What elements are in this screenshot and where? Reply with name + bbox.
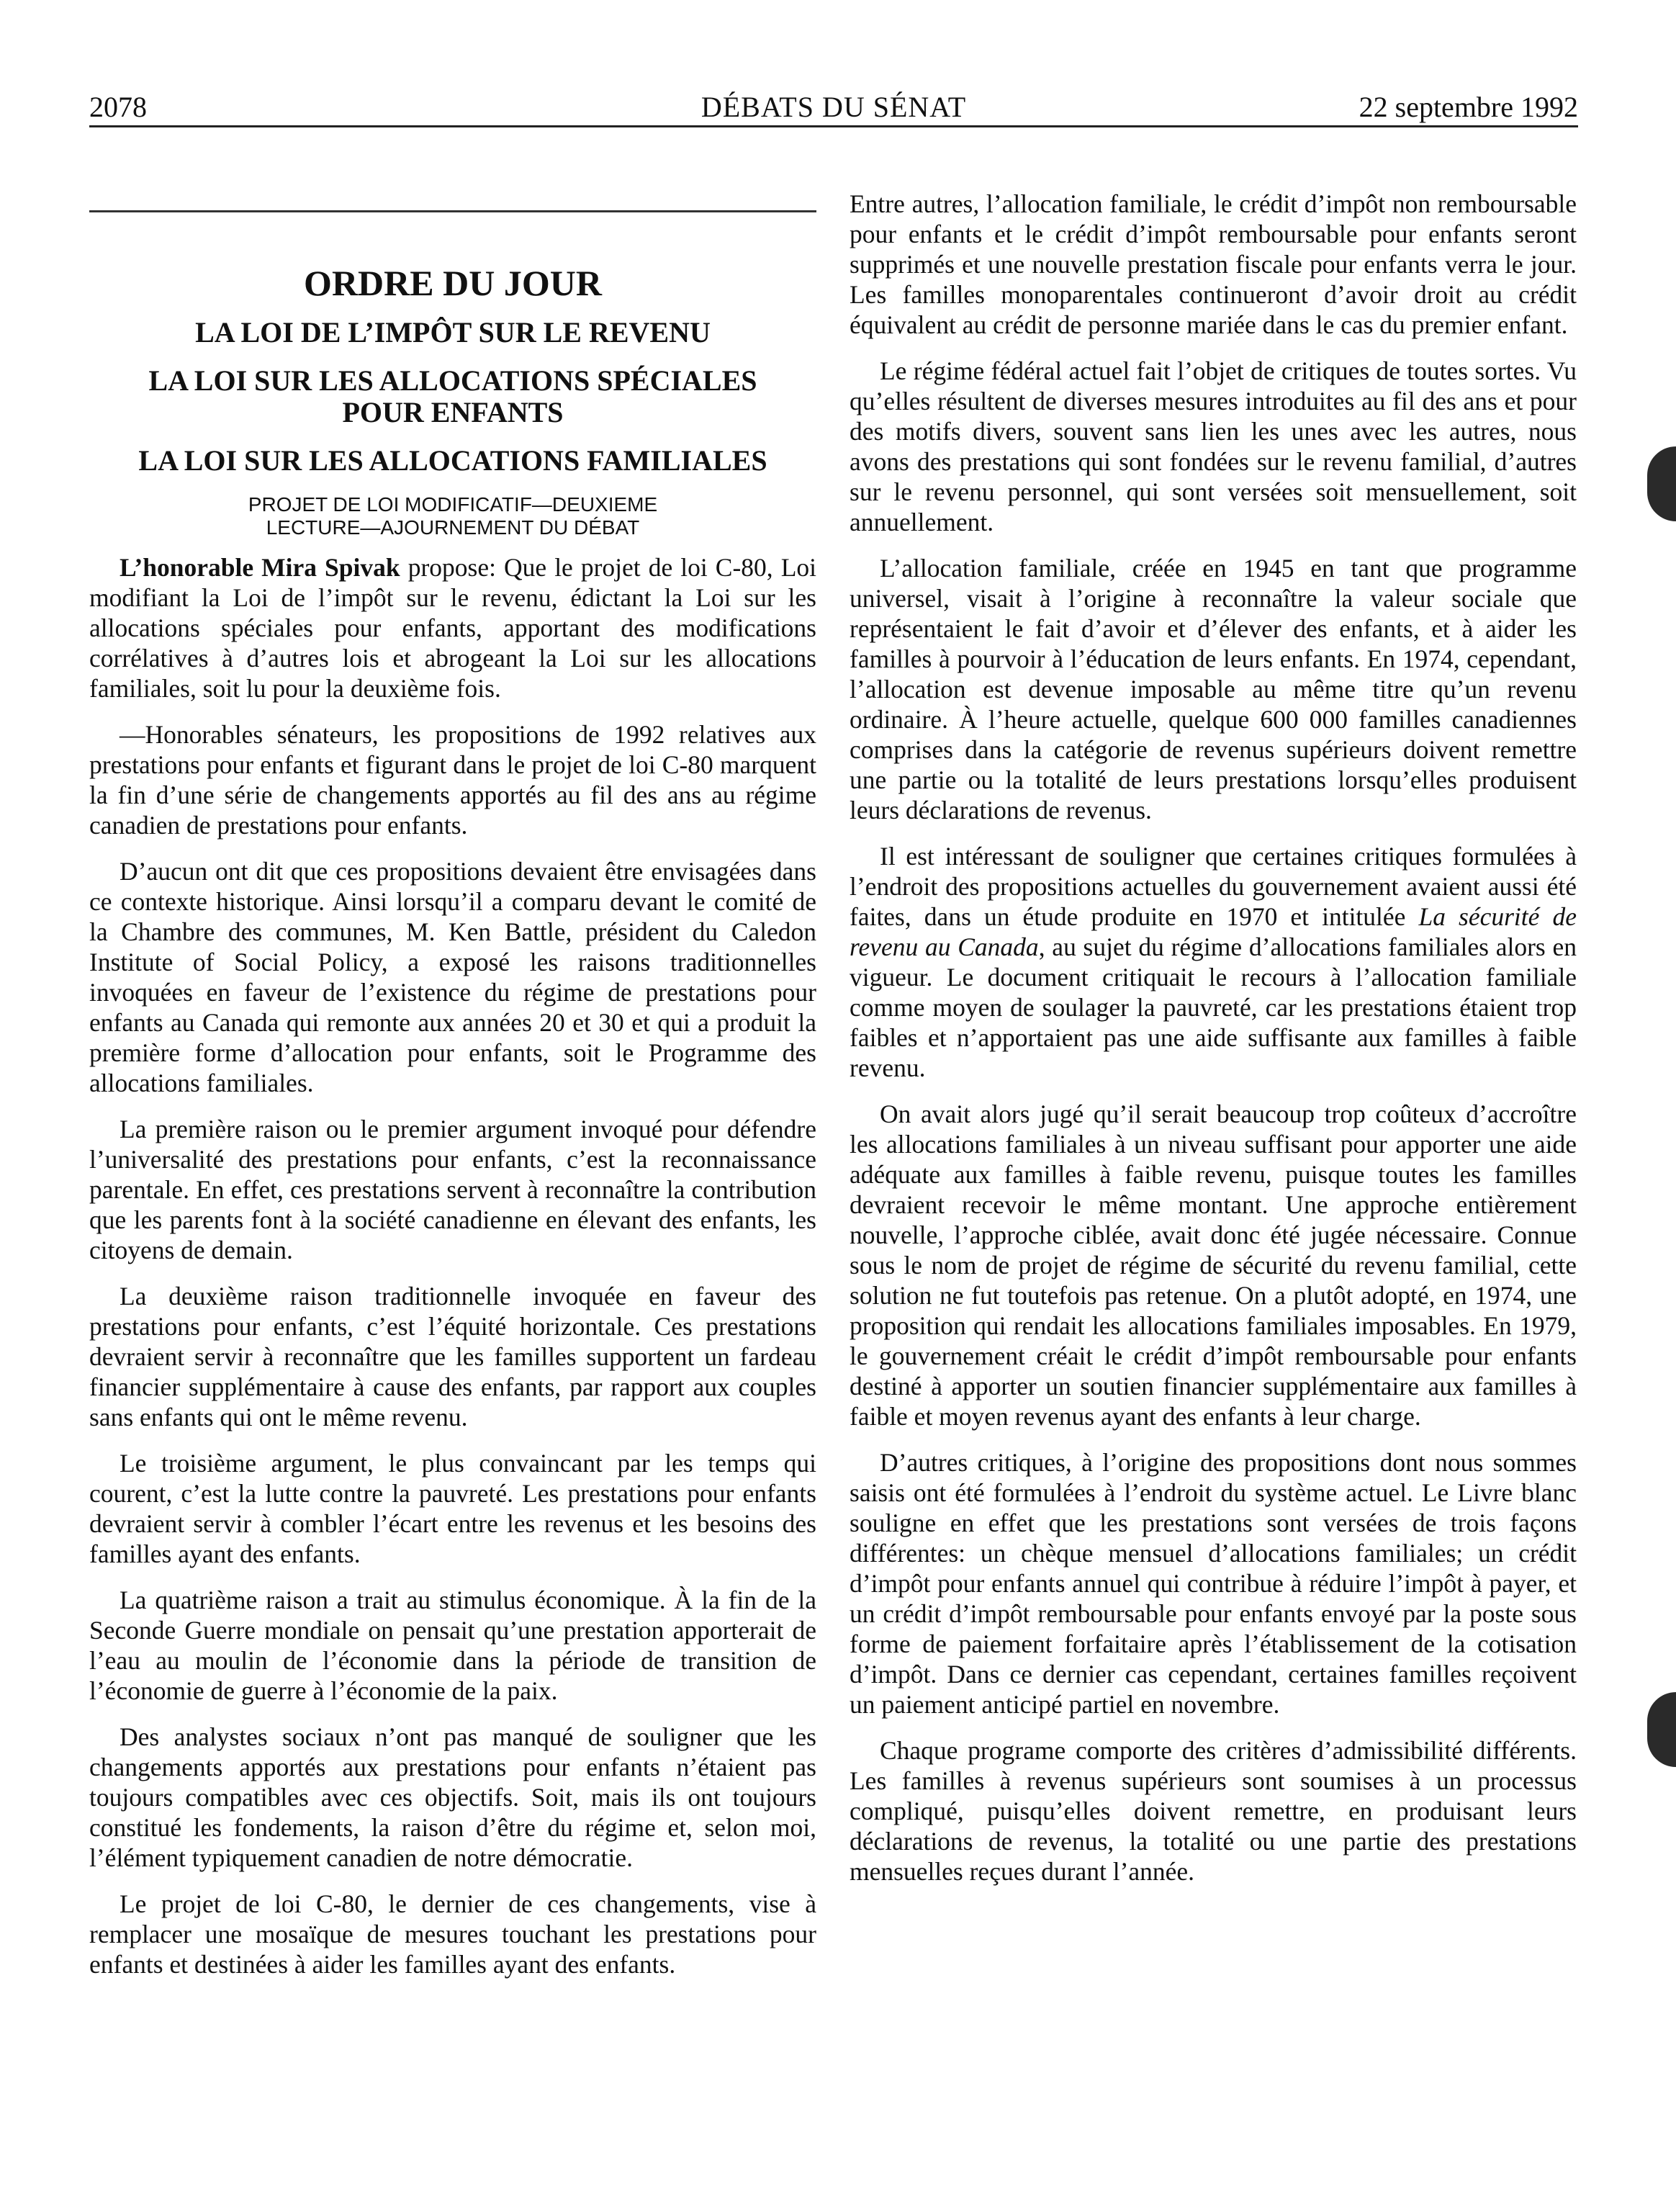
document-title: La sécurité de revenu au Canada bbox=[850, 902, 1577, 961]
binder-tab-mark bbox=[1647, 1692, 1676, 1767]
binder-tab-mark bbox=[1647, 446, 1676, 521]
paragraph: La deuxième raison traditionnelle invoquée en faveur des prestations pour enfants, c’est l’équité horizontale. Ces prestations devraient servir à reconnaître que les familles supportent un fardeau financier supplémentaire à cause des enfants, par rapport aux couples sans enfants qui ont le même revenu. bbox=[89, 1282, 816, 1431]
paragraph: Le troisième argument, le plus convaincant par les temps qui courent, c’est la lutte contre la pauvreté. Les prestations pour enfants devraient servir à combler l’écart entre les revenus et les besoins des familles ayant des enfants. bbox=[89, 1449, 816, 1568]
paragraph: Le régime fédéral actuel fait l’objet de critiques de toutes sortes. Vu qu’elles résultent de diverses mesures introduites au fil des ans et pour des motifs divers, souvent sans lien les unes avec les autres, nous avons des prestations qui sont fondées sur le revenu familial, d’autres sur le revenu personnel, qui sont versées soit mensuellement, soit annuellement. bbox=[850, 356, 1577, 536]
page-header bbox=[89, 89, 1578, 127]
right-column bbox=[850, 189, 1577, 1902]
subheading-line1: PROJET DE LOI MODIFICATIF—DEUXIEME bbox=[248, 493, 658, 516]
paragraph: La quatrième raison a trait au stimulus économique. À la fin de la Seconde Guerre mondiale on pensait qu’une prestation apporterait de l’eau au moulin de l’économie dans la période de transition de l’économie de guerre à l’économie de la paix. bbox=[89, 1586, 816, 1705]
heading-special-allowances-line1: LA LOI SUR LES ALLOCATIONS SPÉCIALES bbox=[148, 364, 757, 397]
section-rule bbox=[89, 210, 816, 212]
paragraph: Chaque programe comporte des critères d’admissibilité différents. Les familles à revenus supérieurs sont soumises à un processus compliqué, puisqu’elles doivent remettre, en produisant leurs déclarations de revenus, la totalité ou une partie des prestations mensuelles reçues durant l’année. bbox=[850, 1736, 1577, 1886]
paragraph: Des analystes sociaux n’ont pas manqué de souligner que les changements apportés aux prestations pour enfants n’étaient pas toujours compatibles avec ces objectifs. Soit, mais ils ont toujours constitué les fondements, la raison d’être du régime et, selon moi, l’élément typiquement canadien de notre démocratie. bbox=[89, 1722, 816, 1872]
paragraph-text: propose: Que le projet de loi C-80, Loi modifiant la Loi de l’impôt sur le revenu, édictant la Loi sur les allocations spéciales pour enfants, apportant des modifications corrélatives à d’autres lois et abrogeant la Loi sur les allocations familiales, soit lu pour la deuxième fois. bbox=[89, 553, 816, 703]
subheading-bill-stage bbox=[89, 493, 816, 539]
paragraph: D’autres critiques, à l’origine des propositions dont nous sommes saisis ont été formulées à l’endroit du système actuel. Le Livre blanc souligne en effet que les prestations sont versées de trois façons différentes: un chèque mensuel d’allocations familiales; un crédit d’impôt pour enfants annuel qui contribue à réduire l’impôt à payer, et un crédit d’impôt remboursable pour enfants envoyé par la poste sous forme de paiement forfaitaire après l’établissement de la cotisation d’impôt. Dans ce dernier cas cependant, certaines familles reçoivent un paiement anticipé partiel en novembre. bbox=[850, 1448, 1577, 1719]
paragraph: La première raison ou le premier argument invoqué pour défendre l’universalité des prestations pour enfants, c’est la reconnaissance parentale. En effet, ces prestations servent à reconnaître la contribution que les parents font à la société canadienne en élevant des enfants, les citoyens de demain. bbox=[89, 1115, 816, 1264]
subheading-line2: LECTURE—AJOURNEMENT DU DÉBAT bbox=[266, 516, 640, 539]
paragraph: On avait alors jugé qu’il serait beaucoup trop coûteux d’accroître les allocations familiales à un niveau suffisant pour apporter une aide adéquate aux familles à faible revenu, puisque toutes les familles devraient recevoir le même montant. Une approche entièrement nouvelle, l’approche ciblée, avait donc été jugée nécessaire. Connue sous le nom de projet de régime de sécurité du revenu familial, cette solution ne fut toutefois pas retenue. On a plutôt adopté, en 1974, une proposition qui rendait les allocations familiales imposables. En 1979, le gouvernement créait le crédit d’impôt remboursable pour enfants destiné à apporter un soutien financier supplémentaire aux familles à faible et moyen revenus ayant des enfants à leur charge. bbox=[850, 1100, 1577, 1431]
paragraph: D’aucun ont dit que ces propositions devaient être envisagées dans ce contexte historique. Ainsi lorsqu’il a comparu devant le comité de la Chambre des communes, M. Ken Battle, président du Caledon Institute of Social Policy, a exposé les raisons traditionnelles invoquées en faveur de l’existence du régime de prestations pour enfants au Canada qui remonte aux années 20 et 30 et qui a produit la première forme d’allocation pour enfants, soit le Programme des allocations familiales. bbox=[89, 857, 816, 1097]
page-date: 22 septembre 1992 bbox=[1359, 91, 1578, 123]
paragraph-text: , au sujet du régime d’allocations familiales alors en vigueur. Le document critiquait le recours à l’allocation familiale comme moyen de soulager la pauvreté, car les prestations étaient trop faibles et n’apportaient pas une aide suffisante aux familles à faible revenu. bbox=[850, 932, 1577, 1082]
speaker-name: L’honorable Mira Spivak bbox=[120, 553, 400, 582]
heading-order-of-day: ORDRE DU JOUR bbox=[304, 263, 602, 303]
left-column bbox=[89, 210, 816, 1995]
paragraph: Entre autres, l’allocation familiale, le crédit d’impôt non remboursable pour enfants et le crédit d’impôt remboursable pour enfants seront supprimés et une nouvelle prestation fiscale pour enfants verra le jour. Les familles monoparentales continueront d’avoir droit au crédit équivalent au crédit de personne mariée dans le cas du premier enfant. bbox=[850, 189, 1577, 339]
paragraph bbox=[850, 841, 1577, 1083]
heading-family-allowances-act: LA LOI SUR LES ALLOCATIONS FAMILIALES bbox=[138, 444, 767, 477]
publication-title: DÉBATS DU SÉNAT bbox=[700, 91, 967, 123]
heading-income-tax-act: LA LOI DE L’IMPÔT SUR LE REVENU bbox=[195, 316, 711, 349]
paragraph-text: Il est intéressant de souligner que certaines critiques formulées à l’endroit des propositions actuelles du gouvernement avaient aussi été faites, dans un étude produite en 1970 et intitulée bbox=[850, 842, 1577, 931]
heading-special-allowances-line2: POUR ENFANTS bbox=[342, 396, 564, 428]
paragraph bbox=[89, 552, 816, 703]
page-number: 2078 bbox=[89, 91, 147, 123]
heading-special-allowances-act bbox=[89, 365, 816, 428]
paragraph: Le projet de loi C-80, le dernier de ces changements, vise à remplacer une mosaïque de mesures touchant les prestations pour enfants et destinées à aider les familles ayant des enfants. bbox=[89, 1889, 816, 1979]
paragraph: L’allocation familiale, créée en 1945 en tant que programme universel, visait à l’origine à reconnaître la valeur sociale que représentaient le fait d’avoir et d’élever des enfants, et à aider les familles à pourvoir à l’éducation de leurs enfants. En 1974, cependant, l’allocation est devenue imposable au même titre qu’un revenu ordinaire. À l’heure actuelle, quelque 600 000 familles canadiennes comprises dans la catégorie de revenus supérieurs doivent remettre une partie ou la totalité de leurs prestations lorsqu’elles produisent leurs déclarations de revenus. bbox=[850, 554, 1577, 824]
paragraph: —Honorables sénateurs, les propositions de 1992 relatives aux prestations pour enfants et figurant dans le projet de loi C-80 marquent la fin d’une série de changements apportés au fil des ans au régime canadien de prestations pour enfants. bbox=[89, 720, 816, 840]
